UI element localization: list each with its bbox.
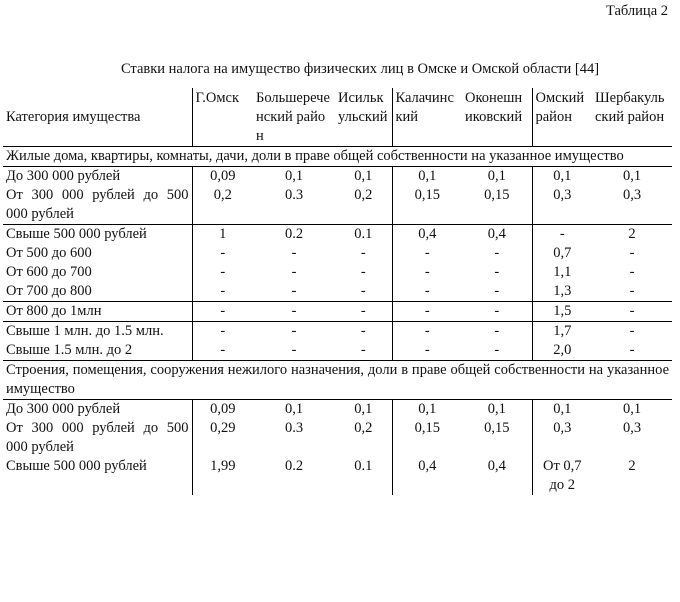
rate-cell: 0.3 [284,187,304,203]
row-category: До 300 000 рублей [3,167,192,187]
rate-cell: 2,0 [532,341,592,361]
rate-cell: 2 [592,225,672,245]
rate-cell: - [532,225,592,245]
rate-cell: 1 [192,225,253,245]
column-header: Исилькульский [338,90,388,125]
row-category: Свыше 1.5 млн. до 2 [6,342,133,358]
rate-cell: 0,2 [192,186,253,225]
rate-cell: - [360,342,366,358]
rate-cell: 0,1 [462,167,532,187]
rate-cell: 1,5 [532,302,592,322]
rate-cell: 0,15 [392,186,462,225]
rate-cell: - [192,282,253,302]
rate-cell: - [291,283,297,299]
rate-cell: 0.2 [253,225,335,245]
row-category: От 700 до 800 [6,283,92,299]
rate-cell: 0,1 [392,400,462,420]
rate-cell: 0,1 [335,400,392,420]
rate-cell: 0,3 [622,420,642,436]
rate-cell: От 0,7 до 2 [532,457,592,495]
rate-cell: - [629,342,635,358]
column-header: Большереченский район [256,90,330,144]
rate-cell: 2 [628,458,636,474]
row-category: Свыше 500 000 рублей [3,225,192,245]
row-category: Свыше 1 млн. до 1.5 млн. [3,322,192,342]
rate-cell: 0.1 [354,458,373,474]
rate-cell: - [192,341,253,361]
rate-cell: 0,3 [622,187,642,203]
rate-cell: 0,3 [532,186,592,225]
rate-cell: - [462,322,532,342]
section-heading: Строения, помещения, сооружения нежилого назначения, доли в праве общей собственности на указанное имущество [3,361,672,400]
rate-cell: 0,1 [392,167,462,187]
rate-cell: 0,2 [354,420,373,436]
rate-cell: - [192,263,253,282]
rate-cell: - [629,283,635,299]
table-number-label: Таблица 2 [605,3,668,19]
rate-cell: 0,3 [532,419,592,457]
rate-cell: - [360,245,366,261]
rate-cell: 0,1 [592,167,672,187]
rate-cell: 0,4 [462,225,532,245]
rate-cell: - [192,322,253,342]
tax-rate-table [3,88,672,495]
rate-cell: 0,09 [192,167,253,187]
rate-cell: 0,4 [392,457,462,495]
rate-cell: - [291,264,297,280]
rate-cell: - [392,302,462,322]
table-caption: Ставки налога на имущество физических лиц в Омске и Омской области [44] [120,61,600,77]
rate-cell: - [592,302,672,322]
rate-cell: 1,99 [192,457,253,495]
rate-cell: - [494,245,500,261]
row-category: До 300 000 рублей [3,400,192,420]
rate-cell: 1,1 [532,263,592,282]
rate-cell: 0,1 [532,400,592,420]
rate-cell: 0.2 [284,458,304,474]
row-category: От 300 000 рублей до 500 000 рублей [6,187,189,222]
rate-cell: - [291,342,297,358]
section-heading: Жилые дома, квартиры, комнаты, дачи, доли в праве общей собственности на указанное имущество [3,147,672,167]
column-header-category: Категория имущества [6,109,141,125]
rate-cell: 0,7 [532,244,592,263]
rate-cell: - [592,322,672,342]
rate-cell: - [462,302,532,322]
rate-cell: - [360,283,366,299]
rate-cell: - [392,244,462,263]
rate-cell: 0,1 [253,167,335,187]
rate-cell: - [494,342,500,358]
row-category: Свыше 500 000 рублей [6,458,147,474]
rate-cell: - [494,264,500,280]
rate-cell: - [392,322,462,342]
rate-cell: 0,2 [354,187,373,203]
rate-cell: - [192,302,253,322]
rate-cell: - [392,263,462,282]
rate-cell: 0,1 [335,167,392,187]
rate-cell: 0,15 [392,419,462,457]
rate-cell: 0,4 [392,225,462,245]
rate-cell: - [291,245,297,261]
rate-cell: 1,7 [532,322,592,342]
rate-cell: 1,3 [532,282,592,302]
rate-cell: 0,1 [462,400,532,420]
rate-cell: - [629,264,635,280]
rate-cell: 0,15 [484,187,510,203]
row-category: От 800 до 1млн [3,302,192,322]
rate-cell: 0,15 [484,420,510,436]
rate-cell: 0,09 [192,400,253,420]
rate-cell: - [253,322,335,342]
rate-cell: 0,4 [487,458,506,474]
rate-cell: 0,1 [592,400,672,420]
rate-cell: - [335,302,392,322]
rate-cell: - [335,322,392,342]
column-header: Шербакульский район [595,90,665,125]
column-header: Омский район [532,88,592,147]
rate-cell: - [392,341,462,361]
rate-cell: - [253,302,335,322]
row-category: От 300 000 рублей до 500 000 рублей [6,420,189,455]
rate-cell: - [629,245,635,261]
rate-cell: 0,1 [532,167,592,187]
rate-cell: 0,1 [253,400,335,420]
rate-cell: - [392,282,462,302]
row-category: От 600 до 700 [6,264,92,280]
rate-cell: 0.3 [284,420,304,436]
row-category: От 500 до 600 [6,245,92,261]
column-header: Оконешниковский [465,90,523,125]
rate-cell: - [192,244,253,263]
rate-cell: 0.1 [335,225,392,245]
rate-cell: - [494,283,500,299]
column-header: Калачинский [392,88,462,147]
rate-cell: 0,29 [192,419,253,457]
rate-cell: - [360,264,366,280]
column-header: Г.Омск [192,88,253,147]
